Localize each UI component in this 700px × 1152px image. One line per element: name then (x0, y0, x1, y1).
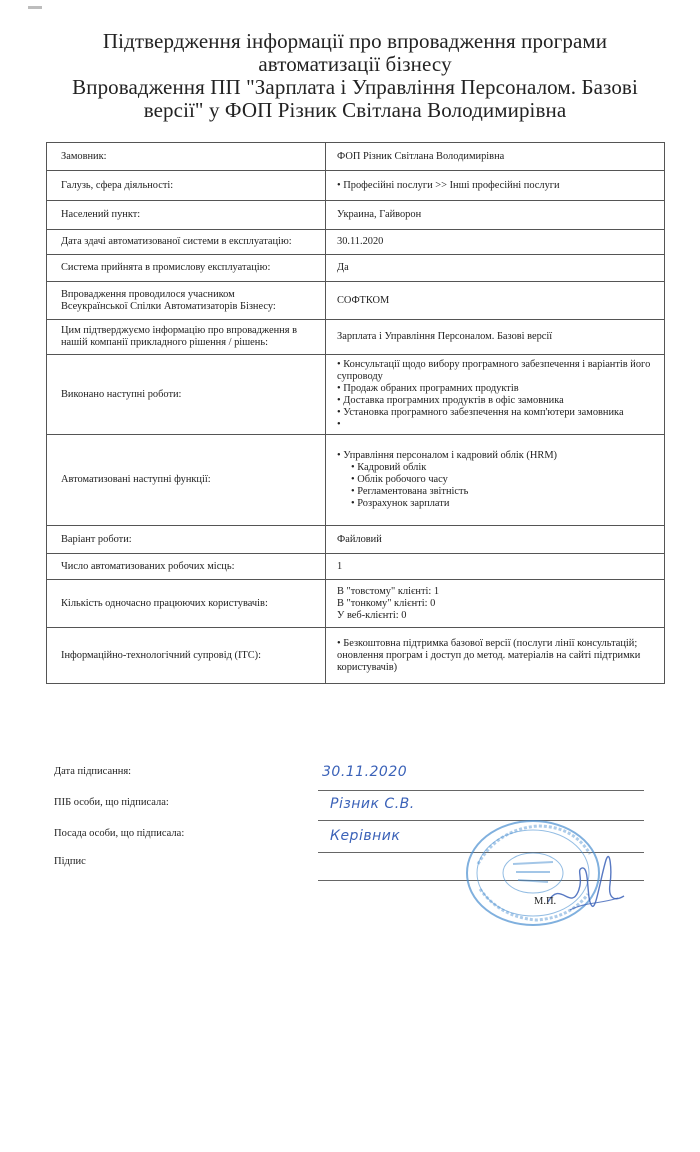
table-row-workplaces (47, 554, 665, 580)
list-item (337, 419, 658, 431)
locality-value: Украина, Гайворон (326, 201, 665, 230)
signer-position-label: Посада особи, що підписала: (54, 828, 185, 839)
list-item: • Розрахунок зарплати (351, 498, 658, 510)
table-row-functions (47, 435, 665, 526)
info-table (46, 142, 665, 684)
customer-label: Замовник: (47, 143, 326, 171)
list-item: • Облік робочого часу (351, 474, 658, 486)
signer-name-label: ПІБ особи, що підписала: (54, 797, 169, 808)
works-list (337, 359, 658, 431)
confirm-label-line-1: Цим підтверджуємо інформацію про впровадження в (61, 325, 297, 336)
title-line-4: версії" у ФОП Різник Світлана Володимирівна (143, 98, 567, 122)
functions-list (337, 450, 658, 462)
list-item: • Продаж обраних програмних продуктів (337, 383, 658, 395)
users-thin-client: В "тонкому" клієнті: 0 (337, 597, 436, 609)
title-line-3: Впровадження ПП "Зарплата і Управління Персоналом. Базові (72, 75, 638, 99)
title-line-1: Підтвердження інформації про впровадження програми (102, 29, 608, 53)
handover-date-label: Дата здачі автоматизованої системи в експлуатацію: (47, 230, 326, 255)
implementer-label-line-2: Всеукраїнської Спілки Автоматизаторів Бізнесу: (61, 300, 276, 312)
signing-date-value: 30.11.2020 (322, 764, 408, 780)
accepted-label: Система прийнята в промислову експлуатацію: (47, 255, 326, 282)
users-web-client: У веб-клієнті: 0 (337, 609, 407, 621)
functions-label: Автоматизовані наступні функції: (47, 435, 326, 526)
signature-label: Підпис (54, 856, 86, 867)
functions-cell (326, 435, 665, 526)
signer-position-value: Керівник (330, 828, 401, 844)
list-item: • Консультації щодо вибору програмного забезпечення і варіантів його супроводу (337, 359, 658, 383)
workplaces-label: Число автоматизованих робочих місць: (47, 554, 326, 580)
confirm-label (47, 320, 326, 355)
users-thick-client: В "товстому" клієнті: 1 (337, 585, 440, 597)
handwritten-signature-icon (540, 840, 630, 920)
industry-value: • Професійні послуги >> Інші професійні послуги (337, 180, 658, 192)
table-row-customer (47, 143, 665, 171)
handover-date-value: 30.11.2020 (326, 230, 665, 255)
list-item: • Кадровий облік (351, 462, 658, 474)
table-row-support (47, 628, 665, 684)
users-cell (326, 580, 665, 628)
table-row-industry (47, 171, 665, 201)
confirm-value: Зарплата і Управління Персоналом. Базові версії (326, 320, 665, 355)
support-label: Інформаційно-технологічний супровід (ІТС): (47, 628, 326, 684)
signing-date-line (318, 790, 644, 791)
table-row-handover-date (47, 230, 665, 255)
users-label: Кількість одночасно працюючих користувачів: (47, 580, 326, 628)
list-item: • Управління персоналом і кадровий облік (HRM) (337, 450, 658, 462)
scan-mark (28, 6, 42, 9)
locality-label: Населений пункт: (47, 201, 326, 230)
implementer-value: СОФТКОМ (326, 282, 665, 320)
works-cell (326, 355, 665, 435)
confirm-label-line-2: нашій компанії прикладного рішення / рішень: (61, 337, 268, 348)
support-value: • Безкоштовна підтримка базової версії (послуги лінії консультацій; оновлення програм і доступ до метод. матеріалів на сайті підтримки користувачів) (337, 638, 658, 674)
table-row-users (47, 580, 665, 628)
implementer-label (47, 282, 326, 320)
customer-value: ФОП Різник Світлана Володимирівна (326, 143, 665, 171)
industry-cell (326, 171, 665, 201)
table-row-locality (47, 201, 665, 230)
accepted-value: Да (326, 255, 665, 282)
stamp-place-label: М.П. (534, 896, 557, 907)
table-row-confirm (47, 320, 665, 355)
functions-sublist (337, 462, 658, 510)
signer-name-value: Різник С.В. (330, 796, 415, 812)
table-row-works (47, 355, 665, 435)
document-title (40, 30, 670, 122)
table-row-mode (47, 526, 665, 554)
mode-label: Варіант роботи: (47, 526, 326, 554)
list-item: • Доставка програмних продуктів в офіс замовника (337, 395, 658, 407)
works-label: Виконано наступні роботи: (47, 355, 326, 435)
signing-date-label: Дата підписання: (54, 766, 132, 777)
implementer-label-line-1: Впровадження проводилося учасником (61, 288, 235, 300)
table-row-accepted (47, 255, 665, 282)
table-row-implementer (47, 282, 665, 320)
workplaces-value: 1 (326, 554, 665, 580)
list-item: • Регламентована звітність (351, 486, 658, 498)
list-item: • Установка програмного забезпечення на комп'ютери замовника (337, 407, 658, 419)
title-line-2: автоматизації бізнесу (258, 52, 452, 76)
mode-value: Файловий (326, 526, 665, 554)
industry-label: Галузь, сфера діяльності: (47, 171, 326, 201)
support-cell (326, 628, 665, 684)
